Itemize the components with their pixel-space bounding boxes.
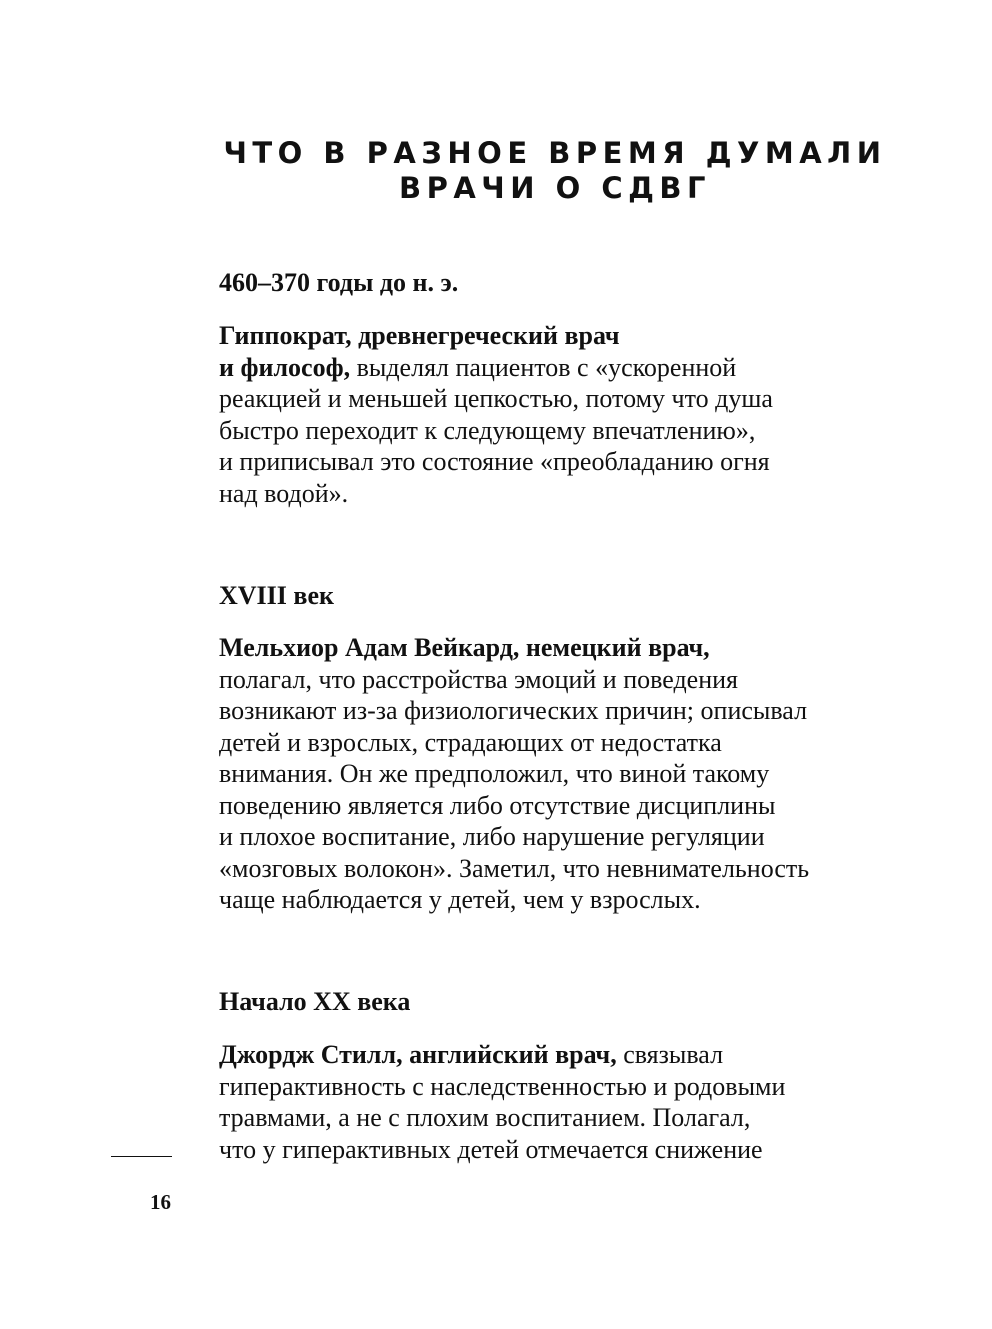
chapter-title-line-2: ВРАЧИ О СДВГ	[398, 171, 712, 205]
section-paragraph-2	[219, 632, 909, 916]
paragraph-line: гиперактивность с наследственностью и родовыми	[219, 1071, 786, 1101]
paragraph-line: и приписывал это состояние «преобладанию огня	[219, 447, 770, 476]
paragraph-line: «мозговых волокон». Заметил, что невнимательность	[219, 853, 810, 883]
paragraph-line: над водой».	[219, 478, 349, 508]
paragraph-line: реакцией и меньшей цепкостью, потому что душа	[219, 384, 773, 413]
section-paragraph-3	[219, 1039, 909, 1165]
paragraph-line: и философ, выделял пациентов с «ускоренной	[219, 352, 737, 382]
paragraph-line: возникают из-за физиологических причин; описывал	[219, 696, 808, 725]
paragraph-line: что у гиперактивных детей отмечается снижение	[219, 1134, 763, 1164]
paragraph-line: чаще наблюдается у детей, чем у взрослых.	[219, 885, 701, 914]
section-heading-2: XVIII век	[219, 581, 334, 610]
section-paragraph-1	[219, 320, 909, 509]
paragraph-line: полагал, что расстройства эмоций и поведения	[219, 664, 739, 694]
footer-rule	[111, 1156, 172, 1157]
page-number: 16	[150, 1190, 171, 1214]
section-heading-3: Начало XX века	[219, 987, 411, 1016]
chapter-title-line-1: ЧТО В РАЗНОЕ ВРЕМЯ ДУМАЛИ	[223, 136, 887, 170]
paragraph-line: травмами, а не с плохим воспитанием. Полагал,	[219, 1103, 751, 1132]
section-heading-1: 460–370 годы до н. э.	[219, 268, 459, 297]
paragraph-line: поведению является либо отсутствие дисциплины	[219, 790, 776, 820]
paragraph-line: Мельхиор Адам Вейкард, немецкий врач,	[219, 633, 710, 662]
chapter-title	[200, 136, 910, 206]
paragraph-line: и плохое воспитание, либо нарушение регуляции	[219, 822, 765, 851]
paragraph-line: детей и взрослых, страдающих от недостатка	[219, 727, 722, 757]
paragraph-line: Гиппократ, древнегреческий врач	[219, 321, 620, 350]
paragraph-line: Джордж Стилл, английский врач, связывал	[219, 1040, 724, 1069]
paragraph-line: внимания. Он же предположил, что виной такому	[219, 759, 770, 788]
paragraph-line: быстро переходит к следующему впечатлению»,	[219, 415, 756, 445]
